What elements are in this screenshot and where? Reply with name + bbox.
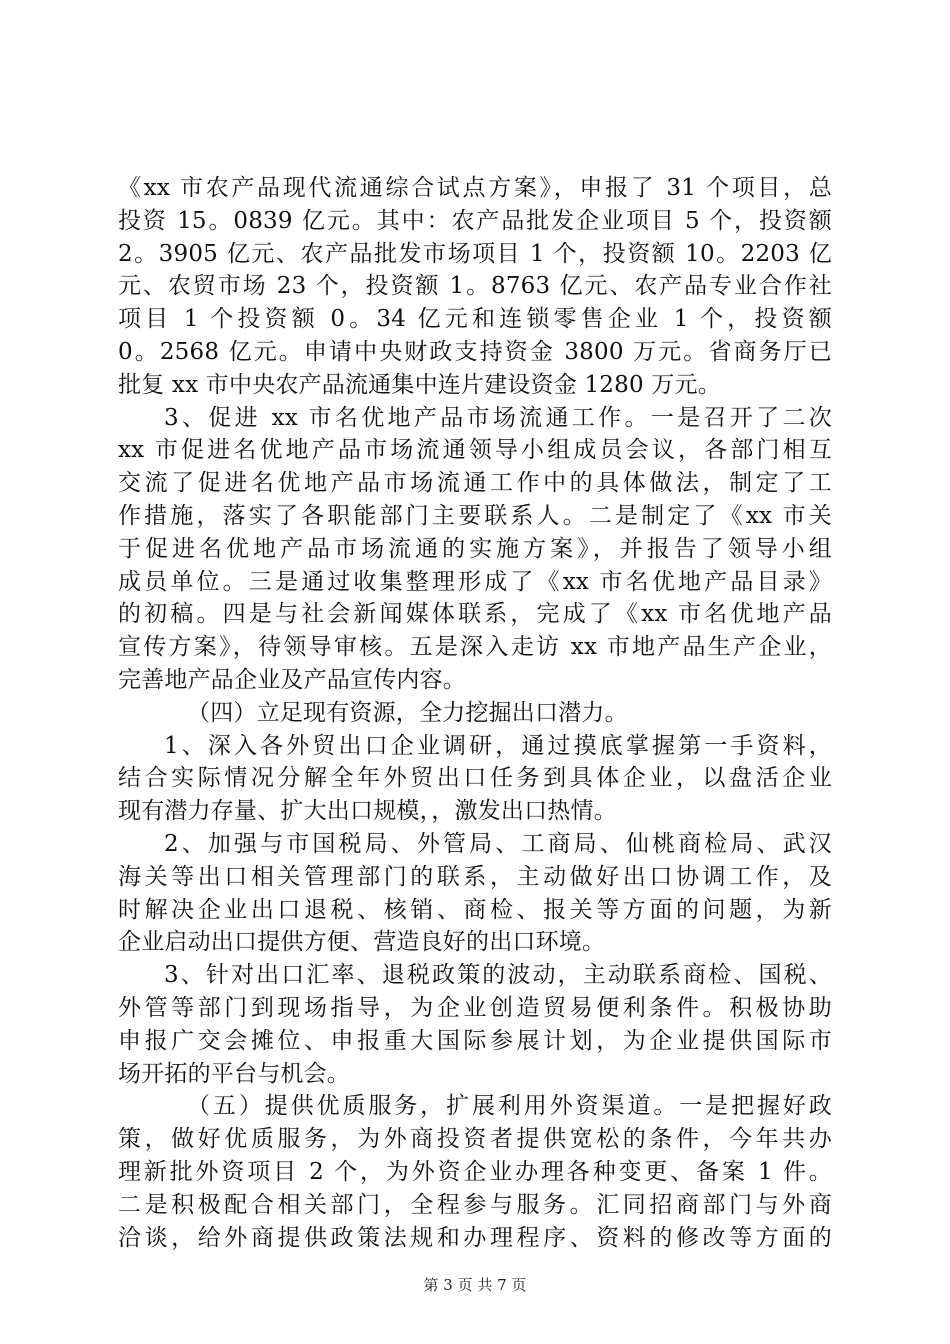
text-line: 洽谈，给外商提供政策法规和办理程序、资料的修改等方面的 [118,1224,832,1251]
text-line: 作措施，落实了各职能部门主要联系人。二是制定了《xx 市关 [118,502,832,529]
text-line: 1、深入各外贸出口企业调研，通过摸底掌握第一手资料， [164,732,832,759]
text-line: 时解决企业出口退税、核销、商检、报关等方面的问题，为新 [118,896,832,923]
text-line: 宣传方案》，待领导审核。五是深入走访 xx 市地产品生产企业， [118,634,832,661]
text-line: 0。2568 亿元。申请中央财政支持资金 3800 万元。省商务厅已 [118,338,832,365]
page-footer: 第 3 页 共 7 页 [423,1276,527,1294]
text-line: 批复 xx 市中央农产品流通集中连片建设资金 1280 万元。 [118,371,721,398]
text-line: 项目 1 个投资额 0。34 亿元和连锁零售企业 1 个，投资额 [118,306,832,333]
text-line: 海关等出口相关管理部门的联系，主动做好出口协调工作，及 [118,863,832,890]
body-text [118,172,832,1254]
text-line: 3、针对出口汇率、退税政策的波动，主动联系商检、国税、 [164,962,832,989]
text-line: 结合实际情况分解全年外贸出口任务到具体企业，以盘活企业 [118,765,832,792]
text-line: 理新批外资项目 2 个，为外资企业办理各种变更、备案 1 件。 [118,1158,832,1185]
text-line: 申报广交会摊位、申报重大国际参展计划，为企业提供国际市 [118,1027,832,1054]
text-line: 成员单位。三是通过收集整理形成了《xx 市名优地产品目录》 [118,568,832,595]
text-line: 于促进名优地产品市场流通的实施方案》，并报告了领导小组 [118,535,832,562]
text-line: 的初稿。四是与社会新闻媒体联系，完成了《xx 市名优地产品 [118,601,832,628]
section-heading: （四）立足现有资源，全力挖掘出口潜力。 [187,699,628,726]
section-heading: （五）提供优质服务，扩展利用外资渠道。一是把握好政 [187,1093,832,1120]
text-line: 企业启动出口提供方便、营造良好的出口环境。 [118,929,606,956]
text-line: 策，做好优质服务，为外商投资者提供宽松的条件，今年共办 [118,1126,832,1153]
text-line: xx 市促进名优地产品市场流通领导小组成员会议，各部门相互 [118,437,832,464]
text-line: 外管等部门到现场指导，为企业创造贸易便利条件。积极协助 [118,994,832,1021]
text-line: 3、促进 xx 市名优地产品市场流通工作。一是召开了二次 [164,404,832,431]
text-line: 完善地产品企业及产品宣传内容。 [118,666,466,693]
text-line: 2、加强与市国税局、外管局、工商局、仙桃商检局、武汉 [164,830,832,857]
text-line: 现有潜力存量、扩大出口规模，，激发出口热情。 [118,798,617,825]
text-line: 场开拓的平台与机会。 [118,1060,350,1087]
text-line: 《xx 市农产品现代流通综合试点方案》，申报了 31 个项目，总 [118,175,832,201]
text-line: 投资 15。0839 亿元。其中：农产品批发企业项目 5 个，投资额 [118,207,832,234]
text-line: 交流了促进名优地产品市场流通工作中的具体做法，制定了工 [118,470,832,497]
text-line: 2。3905 亿元、农产品批发市场项目 1 个，投资额 10。2203 亿 [118,240,832,267]
text-line: 元、农贸市场 23 个，投资额 1。8763 亿元、农产品专业合作社 [118,273,832,300]
text-line: 二是积极配合相关部门，全程参与服务。汇同招商部门与外商 [118,1191,832,1218]
